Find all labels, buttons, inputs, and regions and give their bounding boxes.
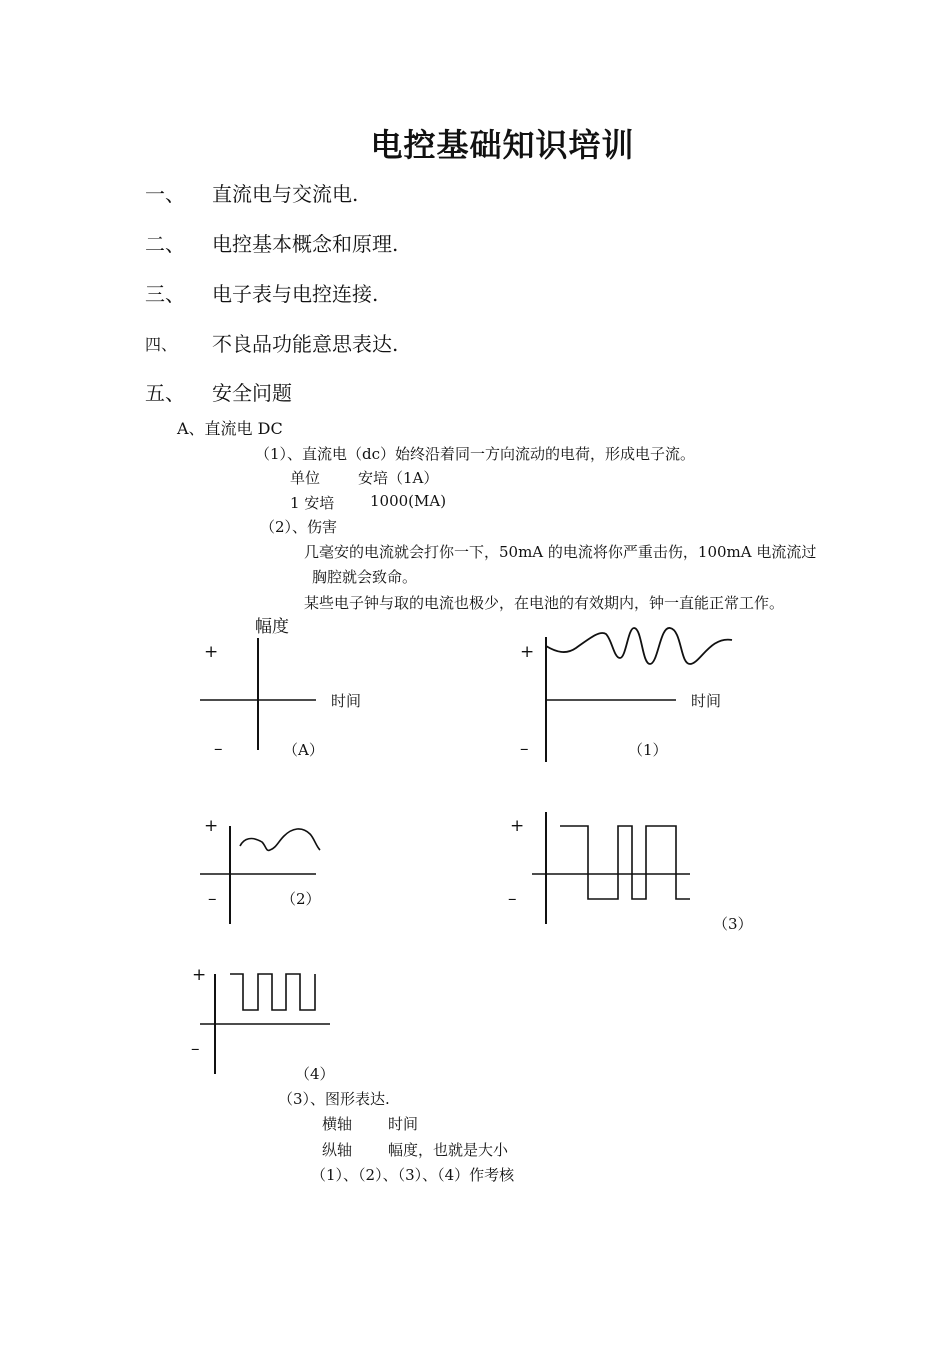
unit-label: 单位 (290, 469, 321, 487)
figure-3 (508, 812, 753, 933)
figure-2 (200, 816, 321, 924)
plus-sign: + (204, 642, 219, 662)
figure-label-1: （1） (628, 741, 668, 759)
waveform (560, 826, 690, 899)
plus-sign: + (204, 816, 219, 836)
outline-num: 五、 (145, 381, 185, 405)
outline-num: 三、 (145, 282, 185, 306)
figure-1 (520, 628, 732, 762)
plus-sign: + (192, 965, 207, 985)
outline-text: 不良品功能意思表达. (212, 332, 399, 356)
unit-value: 安培（1A） (358, 469, 439, 487)
time-label: 时间 (331, 692, 362, 710)
figure-label-3: （3） (713, 915, 753, 933)
plus-sign: + (520, 642, 535, 662)
waveform (230, 974, 315, 1010)
dc-definition: （1）、直流电（dc）始终沿着同一方向流动的电荷，形成电子流。 (255, 445, 696, 463)
minus-sign: – (214, 739, 223, 759)
figure-label-4: （4） (295, 1065, 335, 1083)
outline-text: 电控基本概念和原理. (212, 232, 399, 256)
harm-text-1: 几毫安的电流就会打你一下，50mA 的电流将你严重击伤，100mA 电流流过 (304, 543, 817, 561)
figure-label-a: （A） (283, 741, 324, 759)
outline-num: 四、 (145, 335, 178, 354)
outline-text: 直流电与交流电. (212, 182, 359, 206)
minus-sign: – (520, 739, 529, 759)
outline-num: 二、 (145, 232, 185, 256)
minus-sign: – (208, 889, 217, 909)
figure-4 (191, 965, 335, 1083)
harm-text-3: 某些电子钟与取的电流也极少，在电池的有效期内，钟一直能正常工作。 (304, 594, 785, 612)
outline-num: 一、 (145, 182, 185, 206)
assessment-note: （1）、（2）、（3）、（4）作考核 (311, 1166, 515, 1184)
conversion-label: 1 安培 (290, 494, 335, 512)
page-title: 电控基础知识培训 (370, 126, 635, 164)
waveform (240, 829, 320, 850)
minus-sign: – (191, 1039, 200, 1059)
horizontal-axis-label: 横轴 (322, 1115, 353, 1133)
vertical-axis-label: 纵轴 (322, 1141, 353, 1159)
plus-sign: + (510, 816, 525, 836)
section-a-heading: A、直流电 DC (177, 419, 283, 438)
outline-text: 安全问题 (212, 381, 292, 405)
outline-text: 电子表与电控连接. (212, 282, 379, 306)
minus-sign: – (508, 889, 517, 909)
amplitude-label: 幅度 (255, 617, 289, 637)
graph-expression-heading: （3）、图形表达. (278, 1090, 390, 1108)
time-label: 时间 (691, 692, 722, 710)
figure-label-2: （2） (281, 890, 321, 908)
harm-heading: （2）、伤害 (260, 518, 338, 536)
horizontal-axis-value: 时间 (388, 1115, 419, 1133)
harm-text-2: 胸腔就会致命。 (312, 568, 418, 586)
conversion-value: 1000(MA) (370, 492, 447, 510)
waveform (546, 628, 732, 664)
vertical-axis-value: 幅度，也就是大小 (388, 1141, 509, 1159)
figure-a (200, 617, 361, 759)
